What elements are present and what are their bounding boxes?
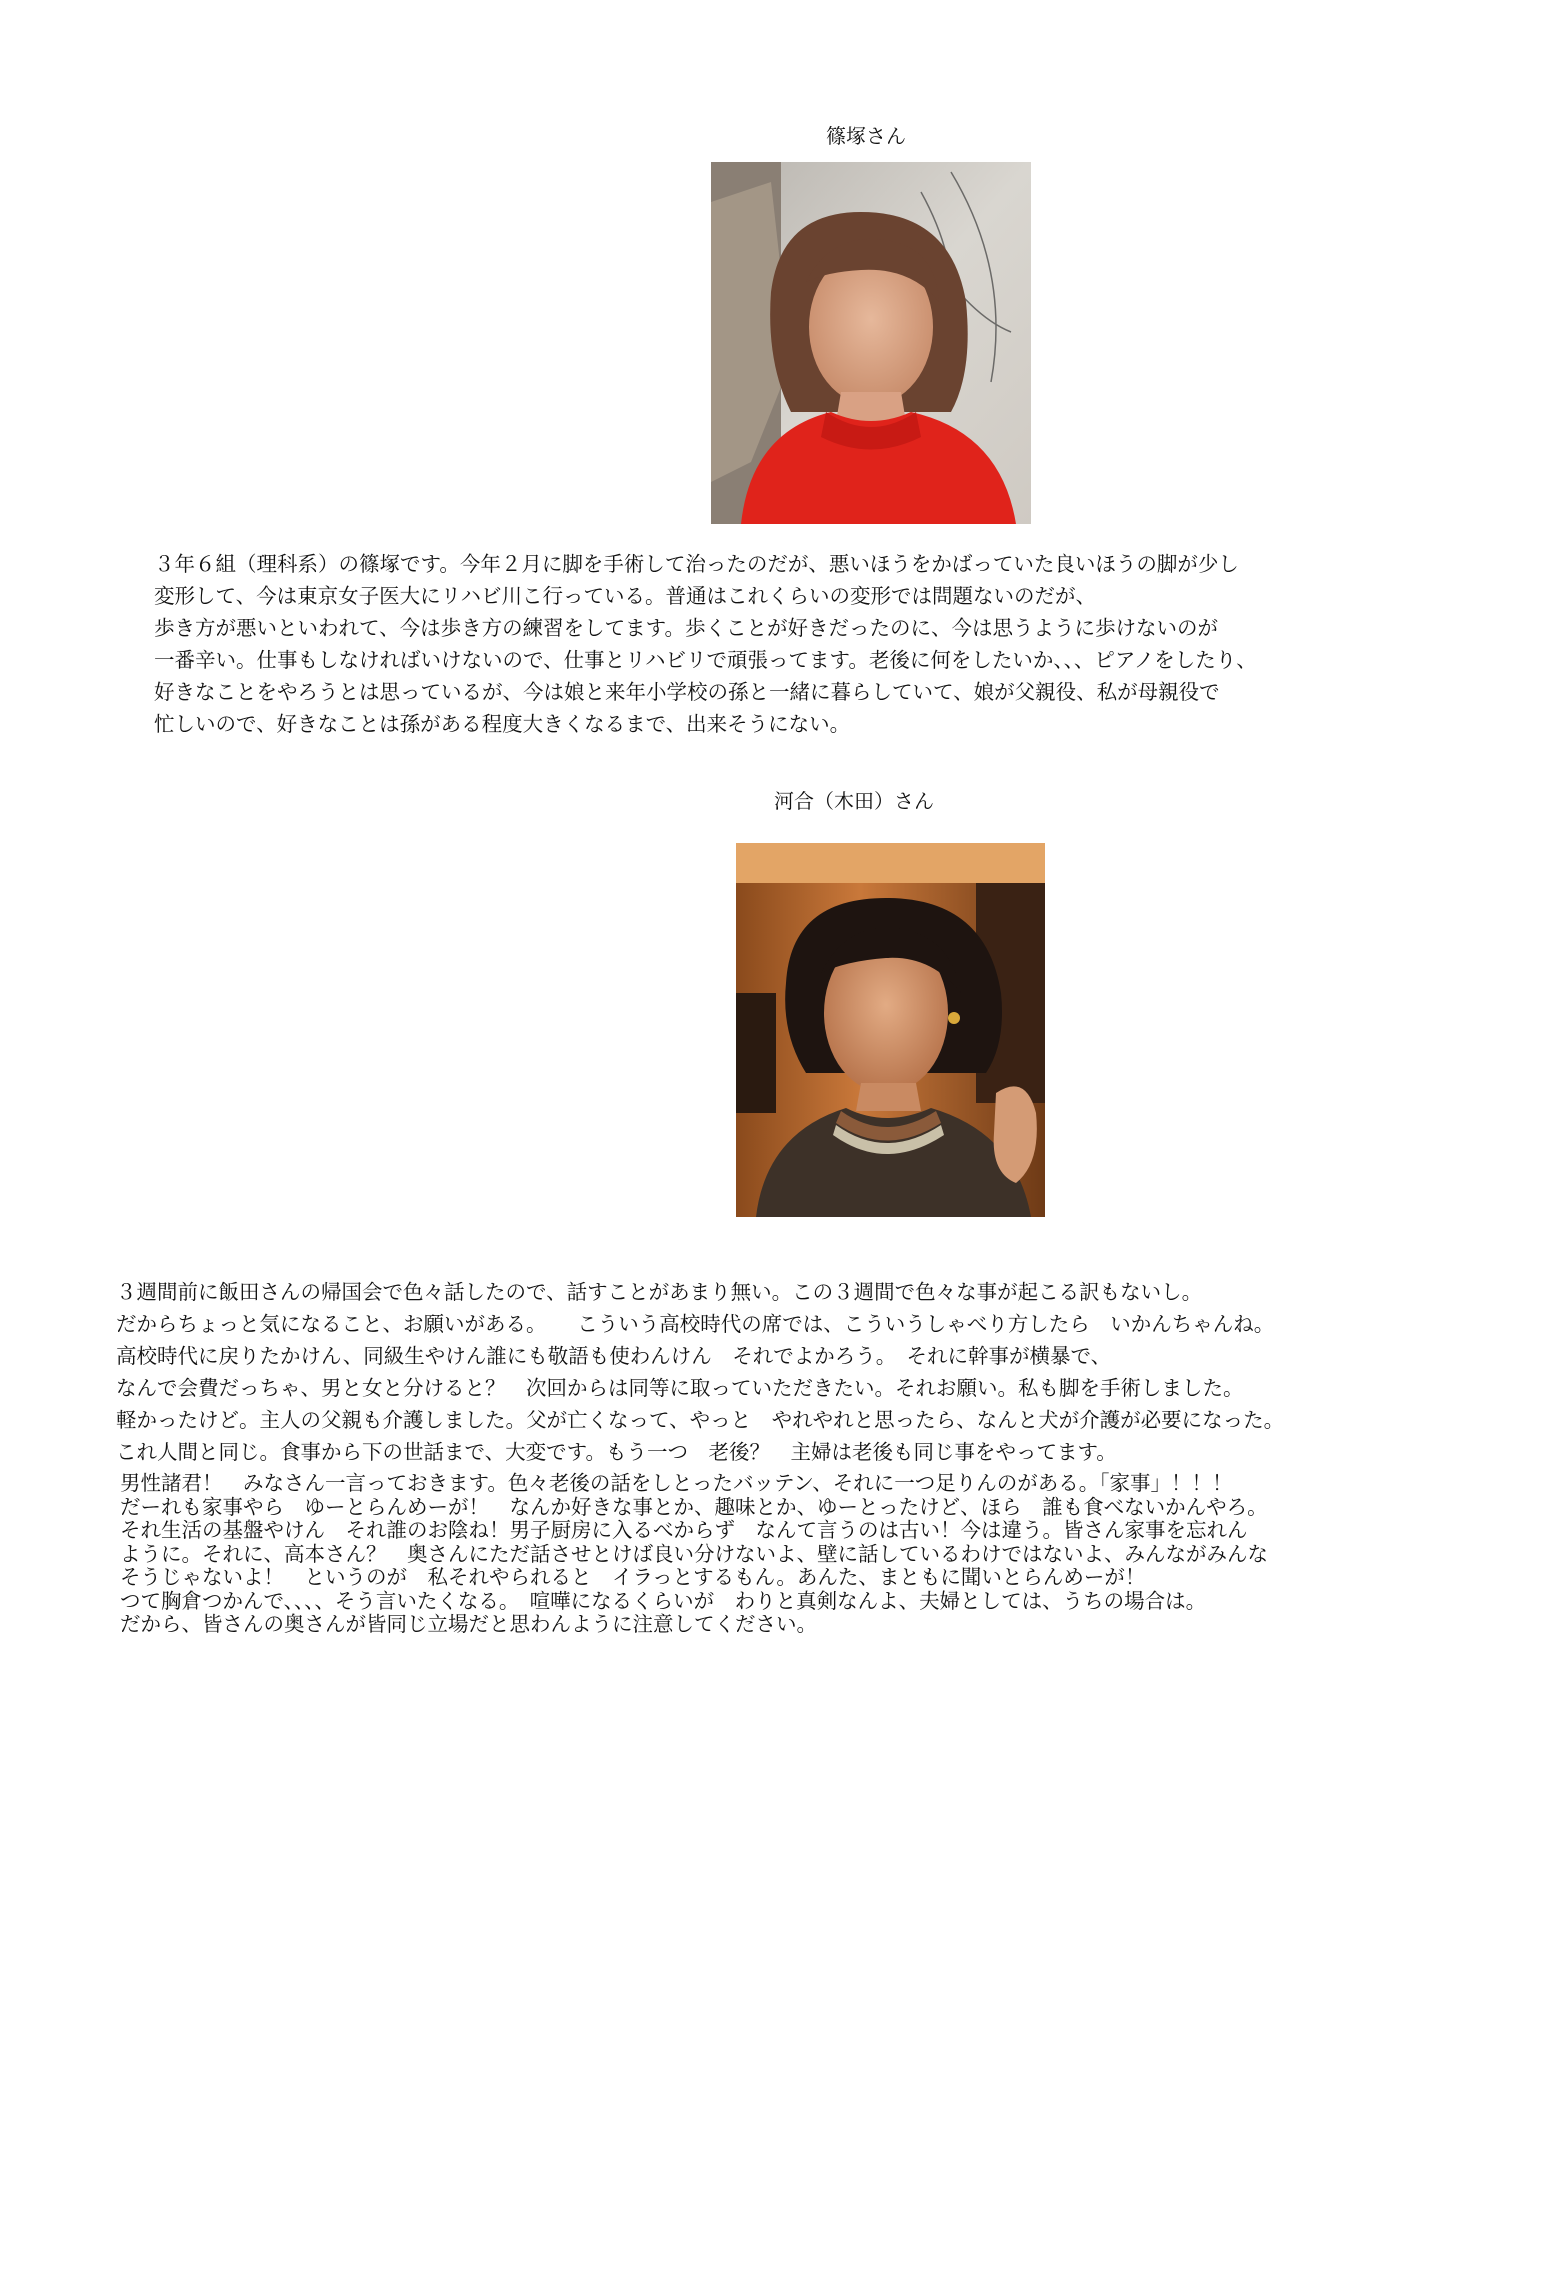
text-line: ３週間前に飯田さんの帰国会で色々話したので、話すことがあまり無い。この３週間で色々な事が起こる訳もないし。 bbox=[116, 1280, 1203, 1304]
text-line: 忙しいので、好きなことは孫がある程度大きくなるまで、出来そうにない。 bbox=[154, 712, 851, 736]
portrait-photo-kawai bbox=[736, 843, 1045, 1217]
text-line: つて胸倉つかんで、、、、そう言いたくなる。 喧嘩になるくらいが わりと真剣なんよ、夫婦としては、うちの場合は。 bbox=[120, 1588, 1207, 1613]
shinozuka-paragraph bbox=[154, 548, 1257, 740]
text-line: これ人間と同じ。食事から下の世話まで、大変です。もう一つ 老後？ 主婦は老後も同じ事をやってます。 bbox=[116, 1440, 1117, 1464]
text-line: 高校時代に戻りたかけん、同級生やけん誰にも敬語も使わんけん それでよかろう。 それに幹事が横暴で、 bbox=[116, 1344, 1112, 1368]
text-line: だーれも家事やら ゆーとらんめーが！ なんか好きな事とか、趣味とか、ゆーとったけど、ほら 誰も食べないかんやろ。 bbox=[120, 1494, 1268, 1519]
text-line: ３年６組（理科系）の篠塚です。今年２月に脚を手術して治ったのだが、悪いほうをかばっていた良いほうの脚が少し bbox=[154, 552, 1239, 576]
text-line: 一番辛い。仕事もしなければいけないので、仕事とリハビリで頑張ってます。老後に何をしたいか、、、ピアノをしたり、 bbox=[154, 648, 1257, 672]
text-line: 変形して、今は東京女子医大にリハビ川こ行っている。普通はこれくらいの変形では問題ないのだが、 bbox=[154, 584, 1096, 608]
portrait-photo-shinozuka bbox=[711, 162, 1031, 524]
text-line: だから、皆さんの奥さんが皆同じ立場だと思わんように注意してください。 bbox=[120, 1612, 817, 1636]
text-line: だからちょっと気になること、お願いがある。 こういう高校時代の席では、こういうしゃべり方したら いかんちゃんね。 bbox=[116, 1312, 1275, 1336]
text-line: なんで会費だっちゃ、男と女と分けると？ 次回からは同等に取っていただきたい。それお願い。私も脚を手術しました。 bbox=[116, 1376, 1244, 1400]
text-line: 好きなことをやろうとは思っているが、今は娘と来年小学校の孫と一緒に暮らしていて、娘が父親役、私が母親役で bbox=[154, 680, 1220, 704]
photo-caption-shinozuka: 篠塚さん bbox=[826, 124, 906, 148]
text-line: そうじゃないよ！ というのが 私それやられると イラっとするもん。あんた、まともに聞いとらんめーが！ bbox=[120, 1565, 1146, 1589]
text-line: ように。それに、高本さん？ 奥さんにただ話させとけば良い分けないよ、壁に話しているわけではないよ、みんながみんな bbox=[120, 1541, 1268, 1566]
text-line: 歩き方が悪いといわれて、今は歩き方の練習をしてます。歩くことが好きだったのに、今は思うように歩けないのが bbox=[154, 616, 1218, 640]
text-line: 男性諸君！ みなさん一言っておきます。色々老後の話をしとったバッテン、それに一つ足りんのがある。「家事」！！！ bbox=[120, 1471, 1233, 1495]
kawai-paragraph-2 bbox=[120, 1472, 1268, 1637]
text-line: 軽かったけど。主人の父親も介護しました。父が亡くなって、やっと やれやれと思ったら、なんと犬が介護が必要になった。 bbox=[116, 1408, 1285, 1432]
text-line: それ生活の基盤やけん それ誰のお陰ね！男子厨房に入るべからず なんて言うのは古い！今は違う。皆さん家事を忘れん bbox=[120, 1518, 1248, 1542]
kawai-paragraph-1 bbox=[116, 1276, 1284, 1468]
photo-caption-kawai: 河合（木田）さん bbox=[774, 789, 934, 813]
